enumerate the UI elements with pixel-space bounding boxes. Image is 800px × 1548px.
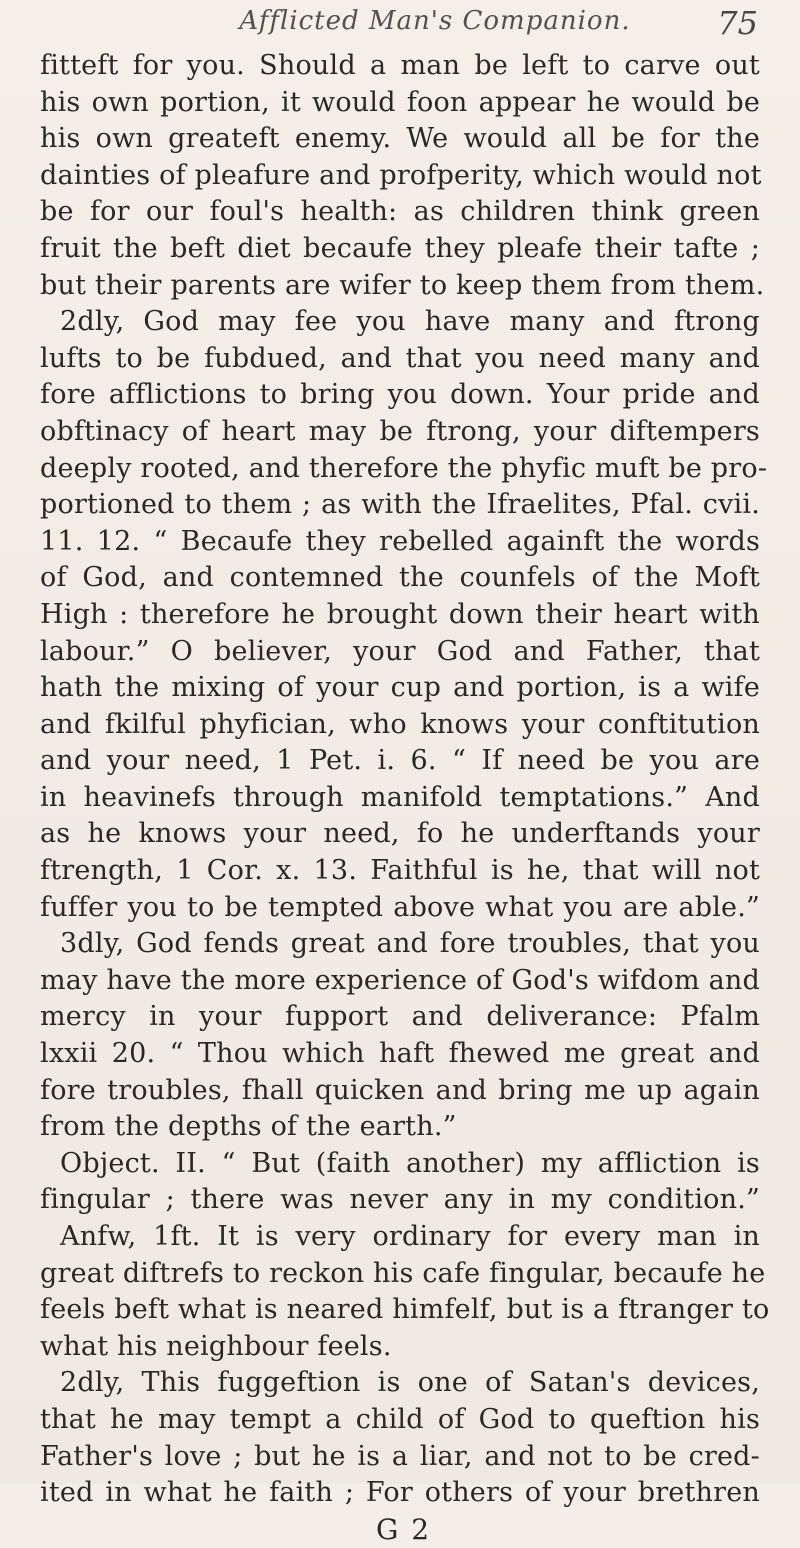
text-line: great diftrefs to reckon his cafe fingular, becaufe he bbox=[40, 1257, 766, 1289]
text-line: may have the more experience of God's wifdom and bbox=[40, 964, 760, 996]
text-line: lxxii 20. “ Thou which haft fhewed me great and bbox=[40, 1038, 760, 1070]
text-line: fingular ; there was never any in my condition.” bbox=[40, 1184, 760, 1216]
text-line: fore troubles, fhall quicken and bring me up again bbox=[40, 1074, 760, 1106]
running-head bbox=[0, 4, 800, 44]
text-line: be for our foul's health: as children think green bbox=[40, 196, 760, 228]
page-number: 75 bbox=[717, 4, 758, 42]
text-line: 11. 12. “ Becaufe they rebelled againft the words bbox=[40, 525, 760, 557]
text-line: mercy in your fupport and deliverance: Pfalm bbox=[40, 1001, 760, 1033]
text-line: fruit the beft diet becaufe they pleafe their tafte ; bbox=[40, 232, 760, 264]
body-text bbox=[40, 48, 770, 1548]
text-line: 2dly, This fuggeftion is one of Satan's devices, bbox=[60, 1367, 760, 1399]
text-line: labour.” O believer, your God and Father, that bbox=[40, 635, 760, 667]
text-line: but their parents are wifer to keep them from them. bbox=[40, 269, 765, 301]
text-line: ftrength, 1 Cor. x. 13. Faithful is he, that will not bbox=[40, 855, 760, 887]
text-line: fuffer you to be tempted above what you are able.” bbox=[40, 891, 760, 923]
text-line: of God, and contemned the counfels of the Moft bbox=[40, 562, 760, 594]
text-line: that he may tempt a child of God to queftion his bbox=[40, 1403, 760, 1435]
text-line: fore afflictions to bring you down. Your pride and bbox=[40, 379, 760, 411]
text-line: portioned to them ; as with the Ifraelites, Pfal. cvii. bbox=[40, 489, 760, 521]
text-line: lufts to be fubdued, and that you need many and bbox=[40, 342, 760, 374]
text-line: Anfw, 1ft. It is very ordinary for every man in bbox=[60, 1221, 760, 1252]
text-line: and fkilful phyfician, who knows your conftitution bbox=[40, 708, 760, 740]
text-line: his own portion, it would foon appear he would be bbox=[40, 86, 760, 118]
text-line: from the depths of the earth.” bbox=[40, 1111, 457, 1143]
text-line: what his neighbour feels. bbox=[40, 1330, 392, 1362]
text-line: 3dly, God fends great and fore troubles, that you bbox=[60, 928, 760, 960]
text-line: Object. II. “ But (faith another) my affliction is bbox=[60, 1147, 760, 1179]
text-line: High : therefore he brought down their heart with bbox=[40, 598, 760, 630]
text-line: and your need, 1 Pet. i. 6. “ If need be you are bbox=[40, 745, 760, 777]
text-line: in heavinefs through manifold temptations.” And bbox=[40, 781, 760, 813]
text-line: hath the mixing of your cup and portion, is a wife bbox=[40, 672, 760, 704]
text-line: Father's love ; but he is a liar, and not to be cred- bbox=[40, 1440, 760, 1472]
text-line: deeply rooted, and therefore the phyfic muft be pro- bbox=[40, 452, 768, 484]
text-line: feels beft what is neared himfelf, but is a ftranger to bbox=[40, 1294, 770, 1326]
text-line: ited in what he faith ; For others of your brethren bbox=[40, 1477, 760, 1509]
text-line: obftinacy of heart may be ftrong, your diftempers bbox=[40, 415, 760, 447]
text-line: his own greateft enemy. We would all be for the bbox=[40, 123, 760, 155]
text-line: 2dly, God may fee you have many and ftrong bbox=[60, 306, 760, 338]
text-line: as he knows your need, fo he underftands your bbox=[40, 818, 760, 850]
running-title: Afflicted Man's Companion. bbox=[239, 6, 631, 36]
text-line: fitteft for you. Should a man be left to carve out bbox=[40, 50, 760, 81]
signature-mark: G 2 bbox=[376, 1512, 432, 1546]
text-line: dainties of pleafure and profperity, which would not bbox=[40, 159, 762, 191]
